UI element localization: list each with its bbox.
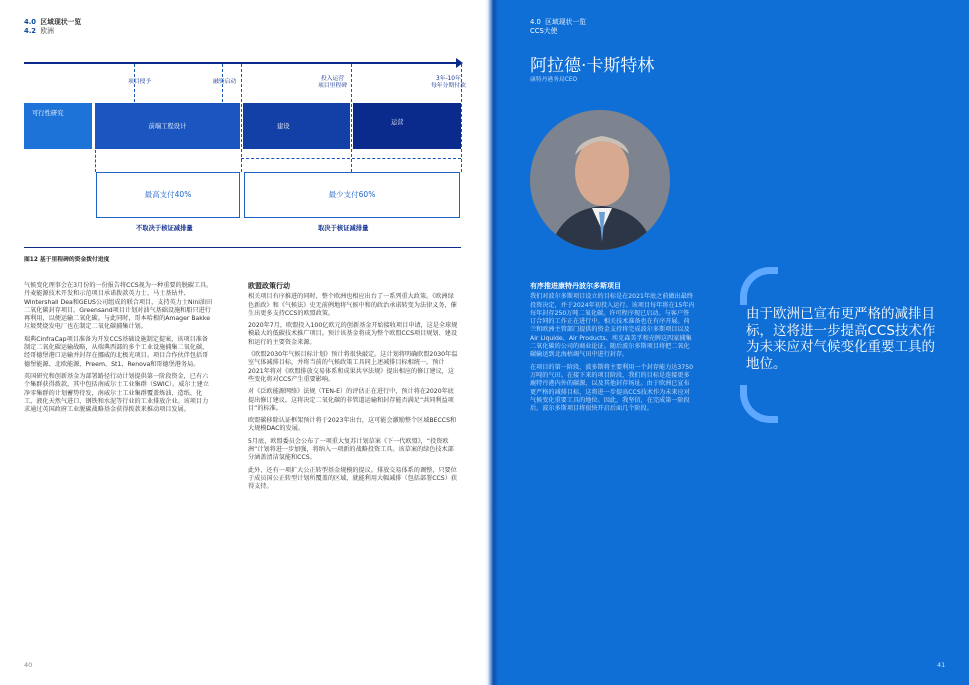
paragraph: 瑞典CinfraCap项目准备为开发CCS基础设施制定提案，该项目准备制定二氧化碳运输战略，从瑞典西部的多个工业设施捕集二氧化碳，经哥德堡港口运输并封存在挪威的北极光项目。项目合作伙伴包括哥德堡能源、北欧能源、Preem、St1、Renova和哥德堡港务局。 bbox=[24, 335, 209, 368]
right-page bbox=[485, 0, 969, 685]
paragraph: 在项目的第一阶段，波多斯将主要利用一个封存能力达3750万吨的气田。在接下来的项目阶段，我们的目标是连接更多鹿特丹港内外的碳源，以及其他封存场址。由于欧洲已宣布更严格的减排目标，这将进一步提高CCS技术作为未来应对气候变化重要工具的地位。因此，我坚信，在完成第一阶段后，波尔多斯项目将很快开启后面几个阶段。 bbox=[530, 363, 694, 413]
section-header bbox=[530, 18, 586, 35]
milestone-label: 融资启动 bbox=[213, 79, 237, 85]
dash-line bbox=[461, 64, 462, 172]
section-title: 区域现状一览 bbox=[545, 18, 586, 26]
stage-construction bbox=[243, 103, 350, 149]
milestone-label: 项目授予 bbox=[128, 79, 152, 85]
stage-label: 前端工程设计 bbox=[148, 123, 187, 130]
dashed-band bbox=[241, 158, 461, 159]
section-title: 区域现状一览 bbox=[40, 18, 82, 26]
page-number-left: 40 bbox=[24, 661, 33, 669]
funding-label: 最高支付40% bbox=[144, 190, 192, 199]
dash-line bbox=[241, 64, 242, 172]
paragraph: 相关项目有序推进的同时，整个欧洲也相应出台了一系列重大政策。《欧洲绿色新政》和《气候法》史无前例地将气候中和的政治承诺转变为法律义务，催生出更多支持CCS的欧盟政策。 bbox=[248, 293, 457, 317]
funding-note: 取决于核证减排量 bbox=[318, 225, 369, 232]
funding-note: 不取决于核证减排量 bbox=[136, 225, 193, 232]
section-header bbox=[24, 18, 81, 35]
portrait-avatar bbox=[530, 110, 670, 250]
caption-rule bbox=[24, 247, 461, 248]
milestone-label: 3年-10年 每年分期付款 bbox=[431, 76, 466, 89]
paragraph: 我们对波尔多斯项目设立的目标是在2021年底之前做出最终投资决定，并于2024年初投入运行。该项目每年将在15年内每年封存250万吨二氧化碳。许可程序现已启动。与客户签订合同的工作正在进行中。相关技术准备也在有序开展。荷兰和欧洲主管部门提供的资金支持将完成波尔多斯项目以及Air Liquide、Air Products、埃克森美孚和壳牌这四家捕集二氧化碳的公司的商业论证。随后波尔多斯项目将把二氧化碳输送到北海枯竭气田中进行封存。 bbox=[530, 293, 695, 359]
quote-open-mark bbox=[740, 267, 778, 305]
person-title: 康特丹港务局CEO bbox=[530, 77, 578, 83]
dash-line bbox=[95, 150, 96, 172]
timeline-axis bbox=[24, 62, 460, 64]
subsection-title: 欧洲 bbox=[40, 26, 54, 35]
paragraph: 此外，还有一项扩大公正转型基金规模的提议。排放交易体系的调整，只要位于成员国公正转型计划所覆盖的区域，就能利用大幅减排（包括部署CCS）获得支持。 bbox=[248, 466, 457, 491]
stage-operation bbox=[353, 103, 461, 149]
column-heading: 欧盟政策行动 bbox=[248, 282, 290, 290]
text-column-1 bbox=[24, 282, 214, 418]
stage-label: 运营 bbox=[391, 119, 404, 126]
subsection-title: CCS大使 bbox=[530, 26, 558, 35]
funding-box-60 bbox=[244, 172, 460, 218]
dash-line bbox=[134, 64, 135, 102]
quote-close-mark bbox=[740, 385, 778, 423]
paragraph: 对《泛欧能源网络》法规（TEN-E）的评估正在进行中，预计将在2020年底提出修订建议。这将决定二氧化碳的非管道运输和封存能否满足“共同利益项目”的标准。 bbox=[248, 388, 454, 412]
dash-line bbox=[351, 64, 352, 172]
page-number-right: 41 bbox=[937, 661, 946, 669]
subsection-number: 4.2 bbox=[24, 26, 37, 35]
stage-feed bbox=[95, 103, 240, 149]
stage-label: 可行性研究 bbox=[32, 110, 64, 117]
portrait-illustration bbox=[530, 110, 670, 250]
paragraph: 欧盟碳移除认证框架预计将于2023年出台，这可能会激励整个区域BECCS和大规模DAC的发展。 bbox=[248, 417, 457, 433]
funding-label: 最少支付60% bbox=[328, 190, 376, 199]
paragraph: 气候变化理事会在3月份的一份报告将CCS视为一种重要的脱碳工具。丹麦能源技术开发和示范项目承诺拨款英力士、马士基钻井、Wintershall Dea和GEUS公司组成的联合项目，支持英力士Nini油田二氧化碳封存项目。Greensand项目计划对油气基础设施和船只进行再利用，以便运输二氧化碳。与此同时，哥本哈根的Amager Bakke垃圾焚烧发电厂也在制定二氧化碳捕集计划。 bbox=[24, 282, 213, 331]
paragraph: 2020年7月，欧盟投入100亿欧元的创新基金开始接收项目申请，这是全球规模最大的低碳技术推广项目。预计该基金将成为整个欧盟CCS项目规划、建设和运行的主要资金来源。 bbox=[248, 322, 458, 346]
paragraph: 5月底，欧盟委员会公布了一项重大复苏计划草案《下一代欧盟》，“投资欧洲”计划将进一步加强，将纳入一项新的战略投资工具。该草案的绿色技术部分涵盖清洁氢能和CCS。 bbox=[248, 437, 454, 462]
figure-caption: 图12 基于里程碑的资金拨付进度 bbox=[24, 257, 110, 263]
dash-line bbox=[222, 64, 223, 102]
milestone-label: 投入运营 项目里程碑 bbox=[318, 76, 347, 89]
interview-text bbox=[530, 282, 695, 417]
funding-box-40 bbox=[96, 172, 240, 218]
text-column-2 bbox=[248, 282, 458, 496]
paragraph: 英国研究和创新基金为部署路径行动计划提供第一阶段资金，已有六个集群获得拨款，其中包括南威尔士工业集群（SWIC）。威尔士建立净零集群的计划蓄势待发，南威尔士工业集群覆盖炼油、造纸、化工、液化天然气进口、钢铁和水泥等行业的工业排放企业。该项目力求通过英国政府工业脱碳战略基金获得拨款来推动项目发展。 bbox=[24, 372, 209, 414]
person-name: 阿拉德·卡斯特林 bbox=[530, 56, 655, 76]
section-number: 4.0 bbox=[24, 18, 37, 26]
stage-label: 建设 bbox=[277, 123, 290, 130]
page-gutter bbox=[485, 0, 499, 685]
paragraph: 《欧盟2030年气候目标计划》预计将很快敲定。这计划将明确欧盟2030年温室气体减排目标，并将当前的气候政策工具同上述减排目标相统一。预计2021年将对《欧盟排放交易体系和成果共享法规》提出相应的修订建议，这些变化将对CCS产生重要影响。 bbox=[248, 351, 458, 383]
stage-feasibility bbox=[24, 103, 92, 149]
pull-quote: 由于欧洲已宣布更严格的减排目标，这将进一步提高CCS技术作为未来应对气候变化重要工具的地位。 bbox=[746, 306, 936, 372]
interview-heading: 有序推进康特丹波尔多斯项目 bbox=[530, 282, 621, 290]
section-number: 4.0 bbox=[530, 18, 541, 26]
